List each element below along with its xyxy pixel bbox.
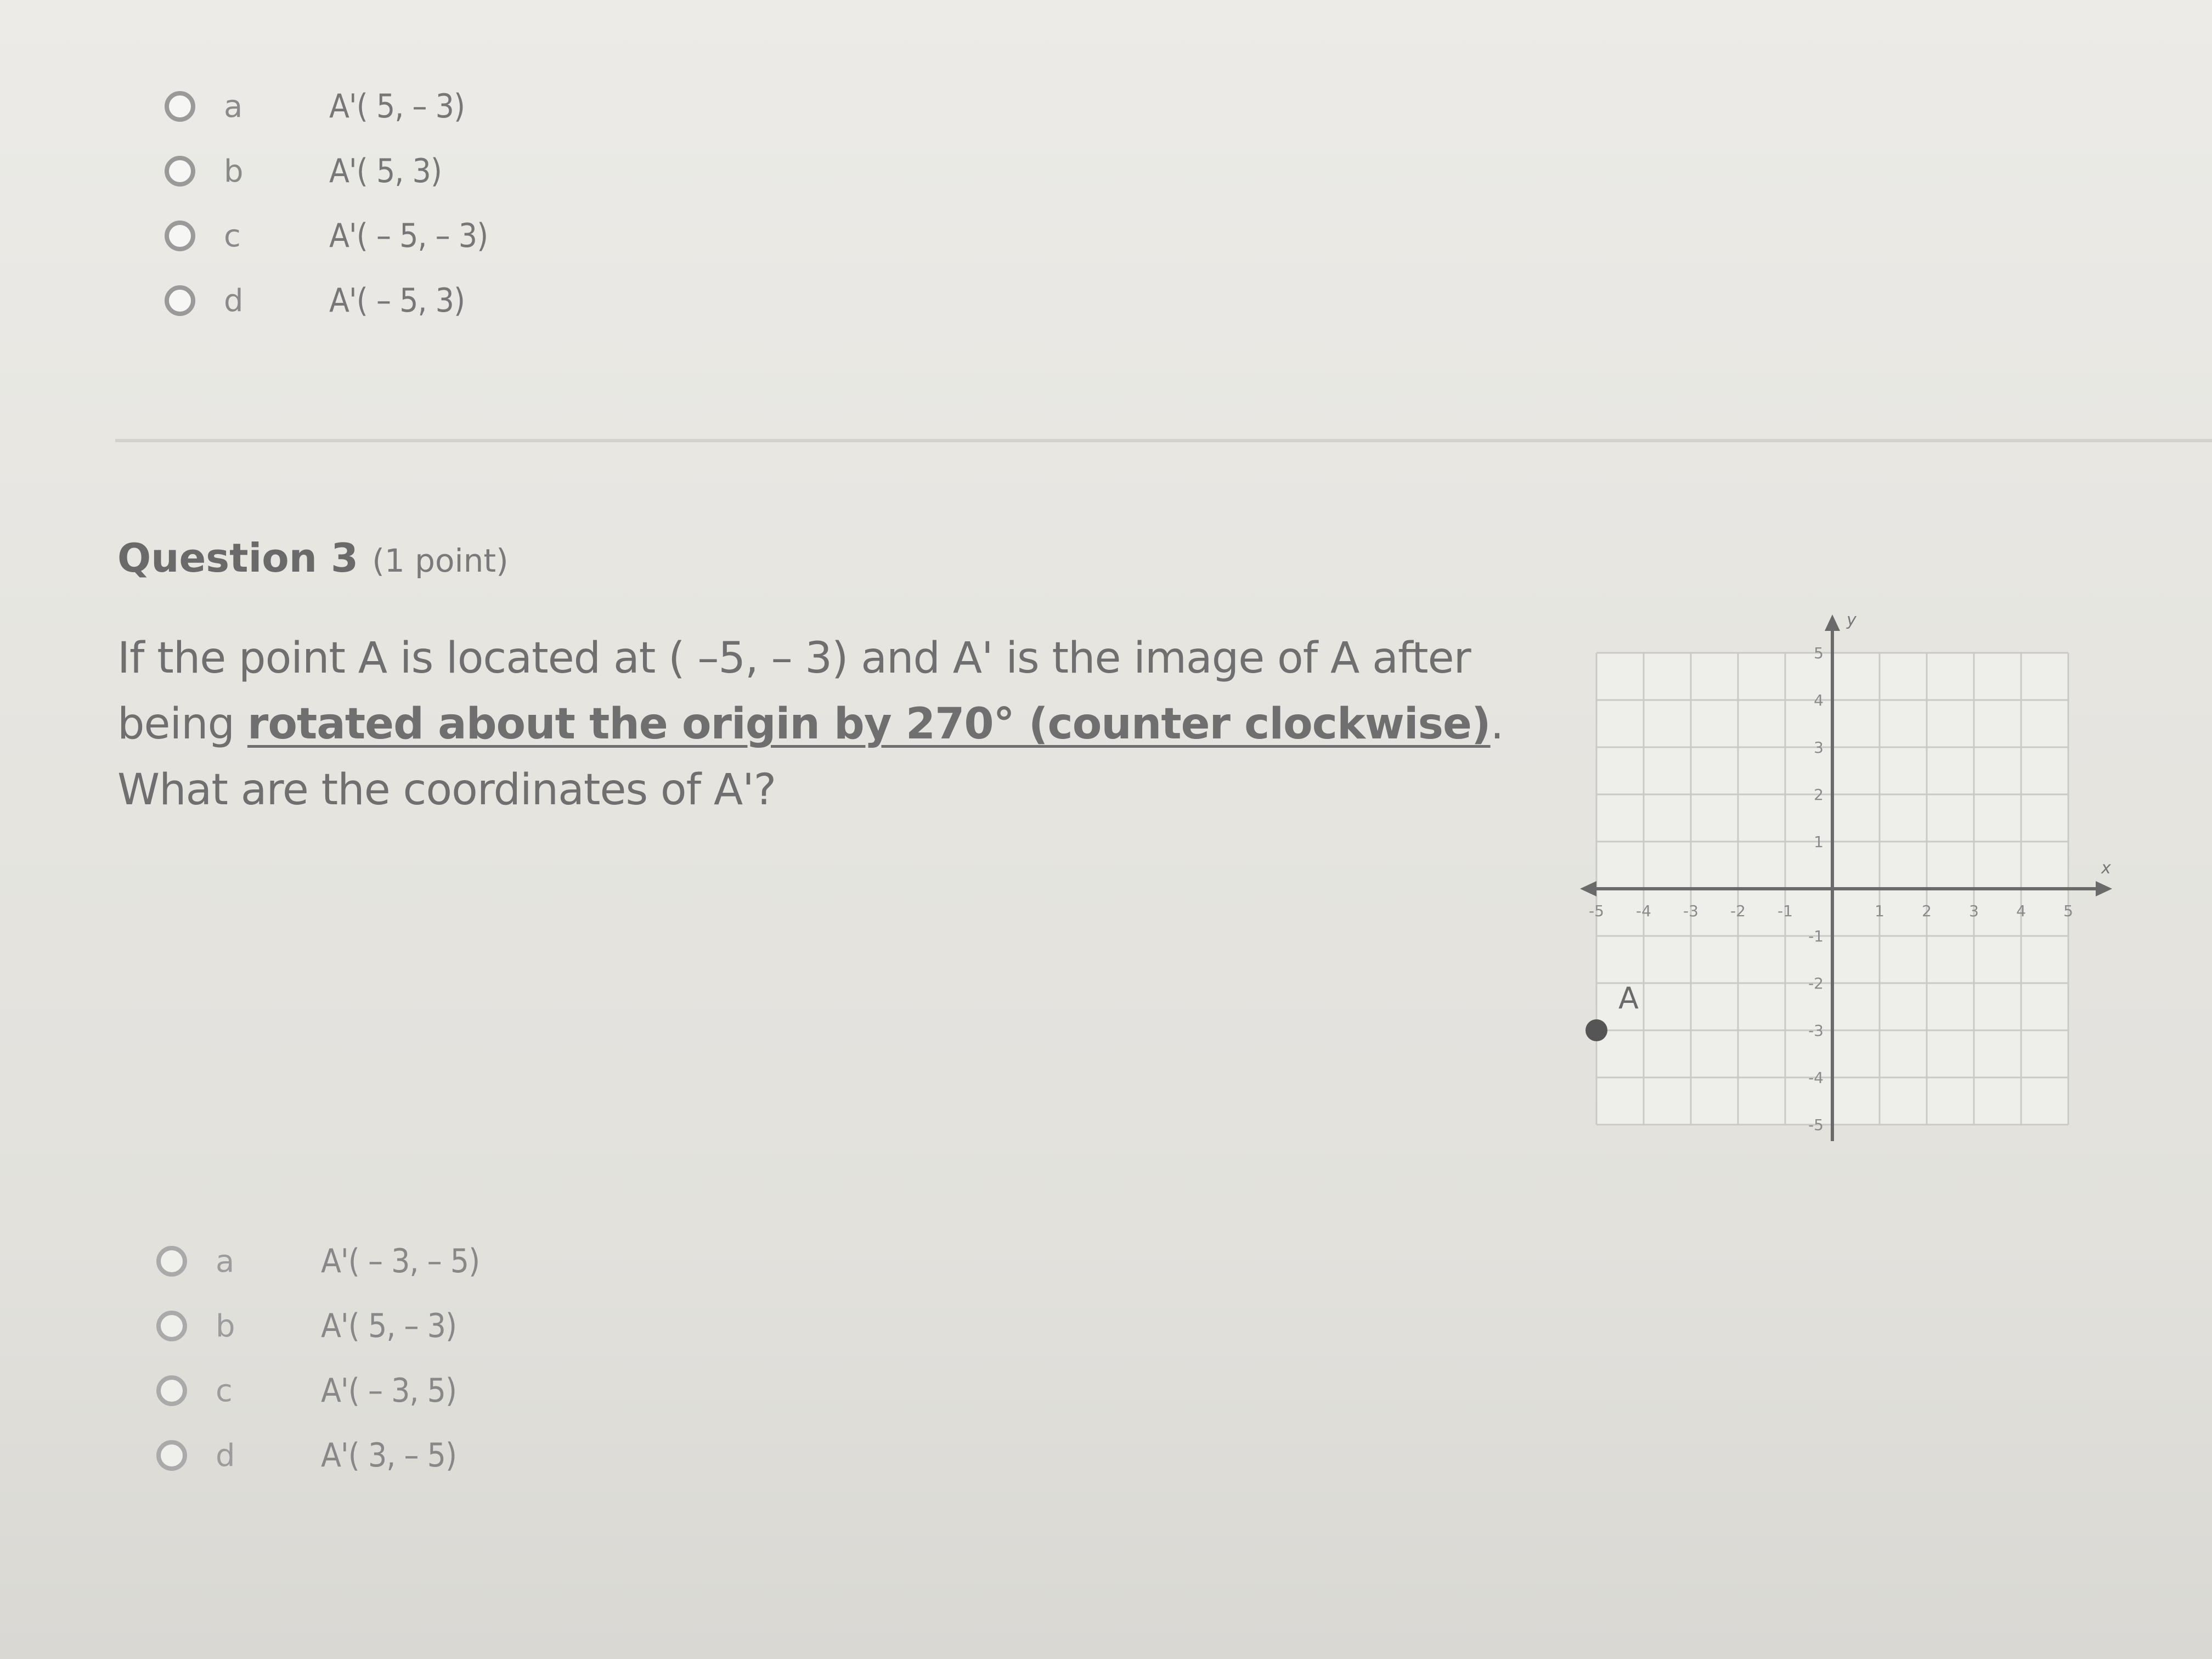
option-d[interactable]	[156, 1423, 650, 1488]
question-text-after: . What are the coordinates of A'?	[117, 699, 1504, 815]
question-text-before: If the point A is located at ( –5, – 3) and A' is the image of A after being	[117, 634, 1471, 749]
option-value: A'( – 5, 3)	[329, 281, 465, 320]
radio-button-d[interactable]	[165, 285, 195, 316]
radio-button-d[interactable]	[156, 1440, 187, 1471]
radio-button-b[interactable]	[156, 1311, 187, 1341]
x-axis-arrow-left	[1580, 881, 1596, 896]
x-tick-label: -4	[1636, 902, 1651, 920]
option-c[interactable]	[156, 1358, 650, 1423]
radio-button-a[interactable]	[165, 91, 195, 122]
point-a-label: A	[1618, 981, 1639, 1015]
y-tick-label: 5	[1814, 644, 1824, 662]
question-points: (1 point)	[372, 542, 509, 579]
option-letter: b	[216, 1308, 235, 1344]
x-tick-label: -2	[1730, 902, 1746, 920]
option-value: A'( 5, – 3)	[321, 1307, 457, 1345]
option-letter: c	[216, 1373, 233, 1409]
option-letter: d	[216, 1437, 235, 1474]
option-value: A'( 5, 3)	[329, 152, 442, 190]
y-axis-label: y	[1847, 614, 1857, 630]
option-a[interactable]	[165, 74, 658, 139]
x-axis-label: x	[2101, 859, 2111, 878]
x-axis-arrow	[2096, 881, 2112, 896]
question-text	[117, 625, 1577, 823]
radio-button-c[interactable]	[156, 1375, 187, 1406]
x-tick-label: -3	[1683, 902, 1699, 920]
option-letter: c	[224, 218, 241, 254]
y-axis-arrow	[1825, 614, 1840, 631]
option-letter: a	[224, 88, 243, 125]
point-a	[1585, 1019, 1607, 1041]
option-b[interactable]	[165, 139, 658, 204]
radio-button-b[interactable]	[165, 156, 195, 187]
option-d[interactable]	[165, 268, 658, 333]
option-a[interactable]	[156, 1229, 650, 1294]
option-b[interactable]	[156, 1294, 650, 1358]
option-value: A'( – 5, – 3)	[329, 217, 488, 255]
previous-question-options	[165, 74, 658, 333]
y-tick-label: 4	[1814, 691, 1824, 709]
option-letter: b	[224, 153, 244, 189]
coordinate-graph	[1575, 614, 2134, 1152]
question-divider	[115, 439, 2212, 442]
option-value: A'( 5, – 3)	[329, 87, 465, 126]
question-3-options	[156, 1229, 650, 1488]
x-tick-label: -1	[1778, 902, 1793, 920]
y-tick-label: -5	[1808, 1116, 1824, 1134]
y-tick-label: -1	[1808, 927, 1824, 945]
y-tick-label: 2	[1814, 786, 1824, 804]
y-tick-label: 3	[1814, 738, 1824, 757]
y-tick-label: -2	[1808, 974, 1824, 992]
x-tick-label: 2	[1922, 902, 1932, 920]
option-c[interactable]	[165, 204, 658, 268]
option-value: A'( – 3, – 5)	[321, 1242, 480, 1280]
option-letter: a	[216, 1243, 235, 1279]
radio-button-c[interactable]	[165, 221, 195, 251]
y-tick-label: -4	[1808, 1069, 1824, 1087]
x-tick-label: 1	[1875, 902, 1884, 920]
option-letter: d	[224, 283, 244, 319]
question-heading	[117, 535, 509, 581]
question-title: Question 3	[117, 535, 359, 581]
option-value: A'( – 3, 5)	[321, 1372, 457, 1410]
x-tick-label: -5	[1589, 902, 1604, 920]
x-tick-label: 4	[2016, 902, 2026, 920]
option-value: A'( 3, – 5)	[321, 1436, 457, 1475]
y-tick-label: 1	[1814, 833, 1824, 851]
y-tick-label: -3	[1808, 1022, 1824, 1040]
x-tick-label: 5	[2063, 902, 2073, 920]
radio-button-a[interactable]	[156, 1246, 187, 1277]
question-text-underlined: rotated about the origin by 270° (counter clockwise)	[247, 699, 1491, 749]
x-tick-label: 3	[1969, 902, 1979, 920]
